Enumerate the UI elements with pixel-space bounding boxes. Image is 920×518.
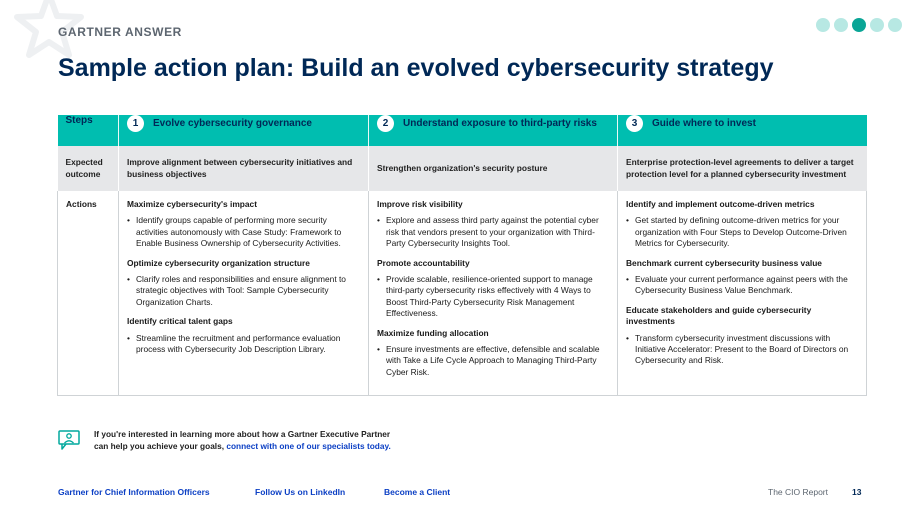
actions-label: Actions	[58, 191, 119, 396]
cta-message	[94, 429, 454, 452]
page-dot-active[interactable]	[852, 18, 866, 32]
action-title: Maximize funding allocation	[377, 327, 489, 338]
step-number-2: 2	[377, 115, 394, 132]
footer-report-name: The CIO Report	[768, 487, 828, 497]
action-plan-table	[57, 115, 867, 396]
step-1-label: Evolve cybersecurity governance	[153, 117, 312, 129]
header-steps: Steps	[58, 115, 119, 146]
page-dot[interactable]	[816, 18, 830, 32]
action-bullet: • Identify groups capable of performing more security activities autonomously with Case Study: Framework to Enable Business Ownership of Cybersecurity Activities.	[127, 215, 360, 249]
section-eyebrow: GARTNER ANSWER	[58, 25, 182, 39]
action-bullet: • Evaluate your current performance against peers with the Cybersecurity Business Value Benchmark.	[626, 274, 858, 297]
page-dot[interactable]	[834, 18, 848, 32]
action-title: Benchmark current cybersecurity business value	[626, 257, 822, 268]
action-title: Identify critical talent gaps	[127, 316, 233, 327]
action-title: Identify and implement outcome-driven metrics	[626, 199, 815, 209]
cta-specialists-link[interactable]: connect with one of our specialists today.	[226, 440, 391, 451]
cta-text-line1: If you're interested in learning more about how a Gartner Executive Partner	[94, 429, 391, 439]
footer-cio-link[interactable]: Gartner for Chief Information Officers	[58, 487, 210, 497]
action-title: Promote accountability	[377, 257, 470, 268]
header-step-2	[369, 115, 618, 146]
action-bullet: • Clarify roles and responsibilities and ensure alignment to strategic objectives with Tool: Sample Cybersecurity Organization Charts.	[127, 274, 360, 308]
outcome-label: Expected outcome	[58, 146, 119, 191]
action-bullet: • Provide scalable, resilience-oriented support to manage third-party cybersecurity risks effectively with 4 Ways to Boost Third-Party Cybersecurity Risk Management Effectiveness.	[377, 274, 609, 320]
actions-cell-3	[618, 191, 867, 396]
action-bullet: • Get started by defining outcome-driven metrics for your organization with Four Steps to Develop Outcome-Driven Metrics for Cybersecurity.	[626, 215, 858, 249]
step-2-label: Understand exposure to third-party risks	[403, 117, 597, 129]
page-title: Sample action plan: Build an evolved cybersecurity strategy	[58, 54, 774, 82]
action-bullet: • Ensure investments are effective, defensible and scalable with Take a Life Cycle Approach to Managing Third-Party Cyber Risk.	[377, 344, 609, 378]
cta-text-line2: can help you achieve your goals,	[94, 440, 225, 451]
actions-cell-2	[369, 191, 618, 396]
step-3-label: Guide where to invest	[652, 117, 756, 129]
page-indicator	[816, 18, 902, 32]
step-number-3: 3	[626, 115, 643, 132]
expected-outcome-row	[58, 146, 867, 191]
footer-linkedin-link[interactable]: Follow Us on LinkedIn	[255, 487, 346, 497]
outcome-cell-3: Enterprise protection-level agreements to deliver a target protection level for a planned cybersecurity investment	[618, 146, 867, 191]
presenter-chat-icon	[58, 430, 80, 450]
action-bullet: • Explore and assess third party against the potential cyber risk that vendors present to your organization with Third-Party Cybersecurity Insights Tool.	[377, 215, 609, 249]
outcome-cell-2: Strengthen organization's security posture	[369, 146, 618, 191]
action-title: Optimize cybersecurity organization structure	[127, 257, 310, 268]
header-step-1	[119, 115, 369, 146]
action-bullet: • Transform cybersecurity investment discussions with Initiative Accelerator: Present to the Board of Directors on Cybersecurity and Risk.	[626, 333, 858, 367]
action-bullet: • Streamline the recruitment and performance evaluation process with Cybersecurity Job Description Library.	[127, 333, 360, 356]
actions-row	[58, 191, 867, 396]
outcome-cell-1: Improve alignment between cybersecurity initiatives and business objectives	[119, 146, 369, 191]
step-number-1: 1	[127, 115, 144, 132]
actions-cell-1	[119, 191, 369, 396]
page-number: 13	[852, 487, 862, 497]
page-dot[interactable]	[870, 18, 884, 32]
page-dot[interactable]	[888, 18, 902, 32]
table-header-row	[58, 115, 867, 146]
action-title: Maximize cybersecurity's impact	[127, 199, 258, 209]
action-title: Educate stakeholders and guide cybersecurity investments	[626, 304, 812, 327]
footer-become-client-link[interactable]: Become a Client	[384, 487, 451, 497]
header-step-3	[618, 115, 867, 146]
action-title: Improve risk visibility	[377, 199, 463, 209]
